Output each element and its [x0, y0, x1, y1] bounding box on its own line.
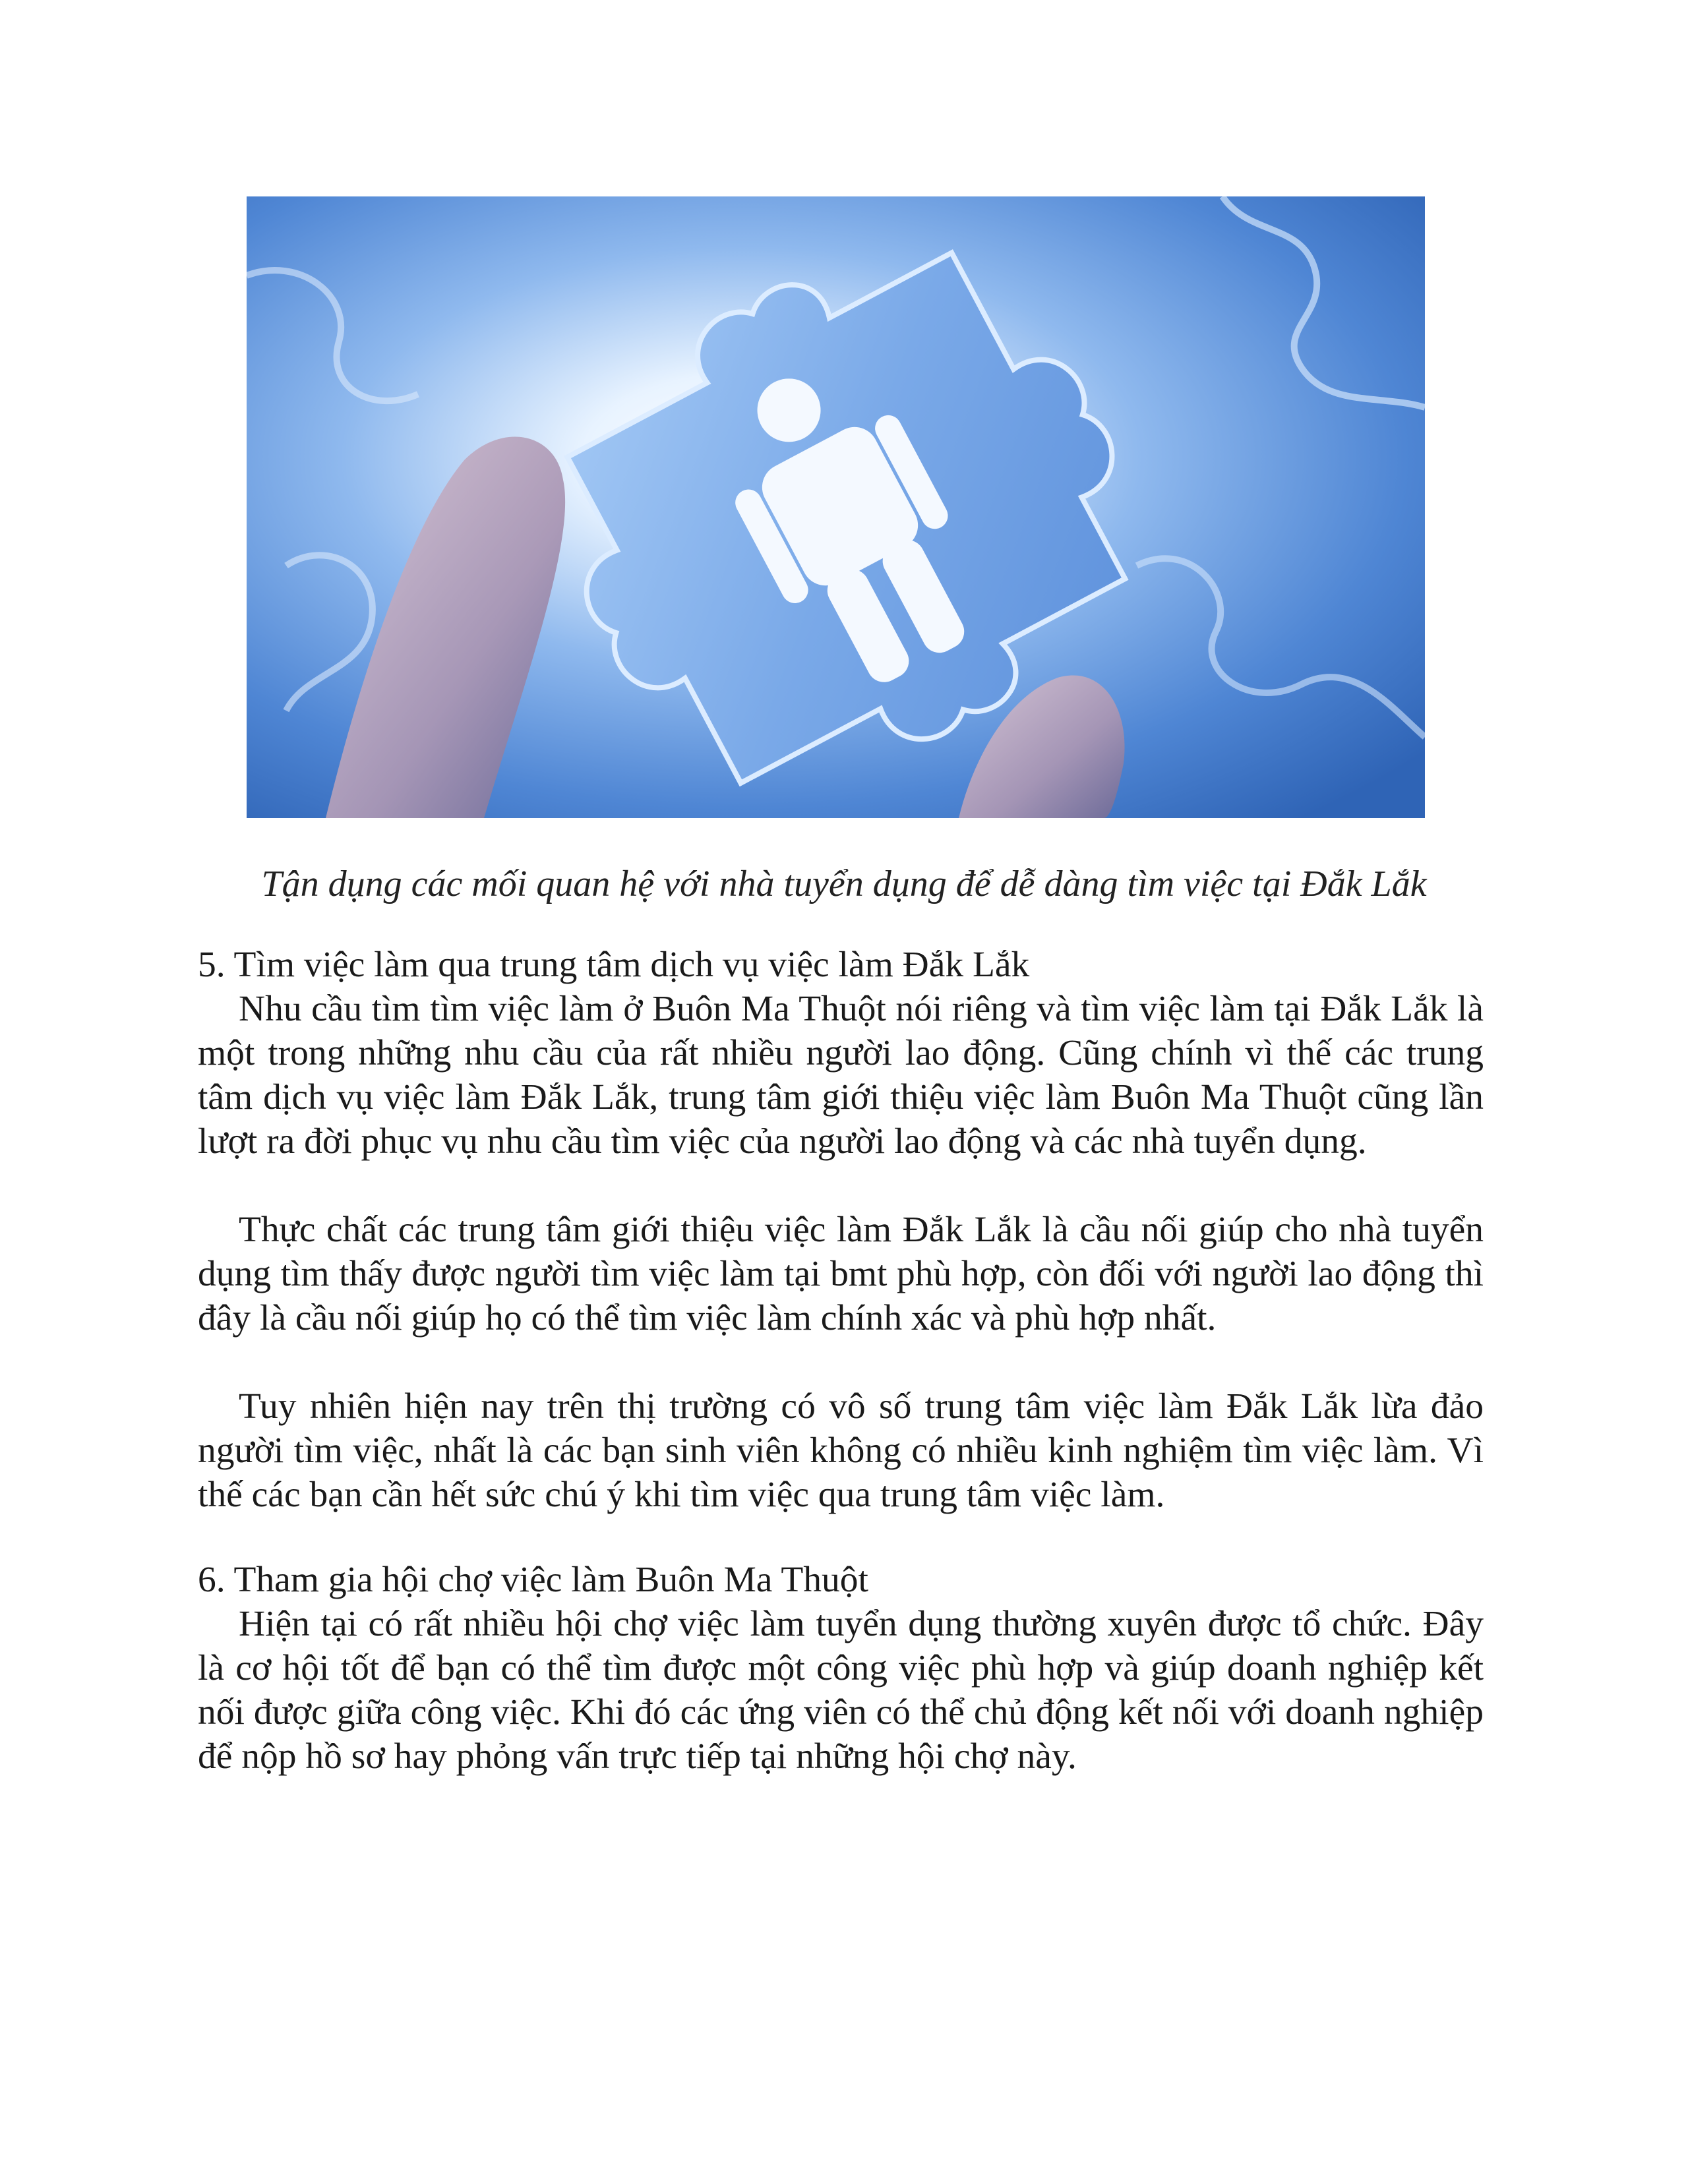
puzzle-photo [247, 196, 1425, 818]
figure-caption: Tận dụng các mối quan hệ với nhà tuyển dụng để dễ dàng tìm việc tại Đắk Lắk [261, 864, 1427, 904]
paragraph: Nhu cầu tìm tìm việc làm ở Buôn Ma Thuột nói riêng và tìm việc làm tại Đắk Lắk là một trong những nhu cầu của rất nhiều người lao động. Cũng chính vì thế các trung tâm dịch vụ việc làm Đắk Lắk, trung tâm giới thiệu việc làm Buôn Ma Thuột cũng lần lượt ra đời phục vụ nhu cầu tìm việc của người lao động và các nhà tuyển dụng. [198, 989, 1484, 1162]
paragraph: Thực chất các trung tâm giới thiệu việc làm Đắk Lắk là cầu nối giúp cho nhà tuyển dụng tìm thấy được người tìm việc làm tại bmt phù hợp, còn đối với người lao động thì đây là cầu nối giúp họ có thể tìm việc làm chính xác và phù hợp nhất. [198, 1210, 1484, 1338]
article-body [198, 943, 1484, 1779]
section-heading: 5. Tìm việc làm qua trung tâm dịch vụ việc làm Đắk Lắk [198, 945, 1030, 985]
section-6 [198, 1558, 1484, 1779]
paragraph: Hiện tại có rất nhiều hội chợ việc làm tuyển dụng thường xuyên được tổ chức. Đây là cơ hội tốt để bạn có thể tìm được một công việc phù hợp và giúp doanh nghiệp kết nối được giữa công việc. Khi đó các ứng viên có thể chủ động kết nối với doanh nghiệp để nộp hồ sơ hay phỏng vấn trực tiếp tại những hội chợ này. [198, 1604, 1484, 1777]
section-heading: 6. Tham gia hội chợ việc làm Buôn Ma Thuột [198, 1560, 868, 1600]
section-5 [198, 943, 1484, 1517]
paragraph: Tuy nhiên hiện nay trên thị trường có vô số trung tâm việc làm Đắk Lắk lừa đảo người tìm việc, nhất là các bạn sinh viên không có nhiều kinh nghiệm tìm việc làm. Vì thế các bạn cần hết sức chú ý khi tìm việc qua trung tâm việc làm. [198, 1386, 1484, 1515]
